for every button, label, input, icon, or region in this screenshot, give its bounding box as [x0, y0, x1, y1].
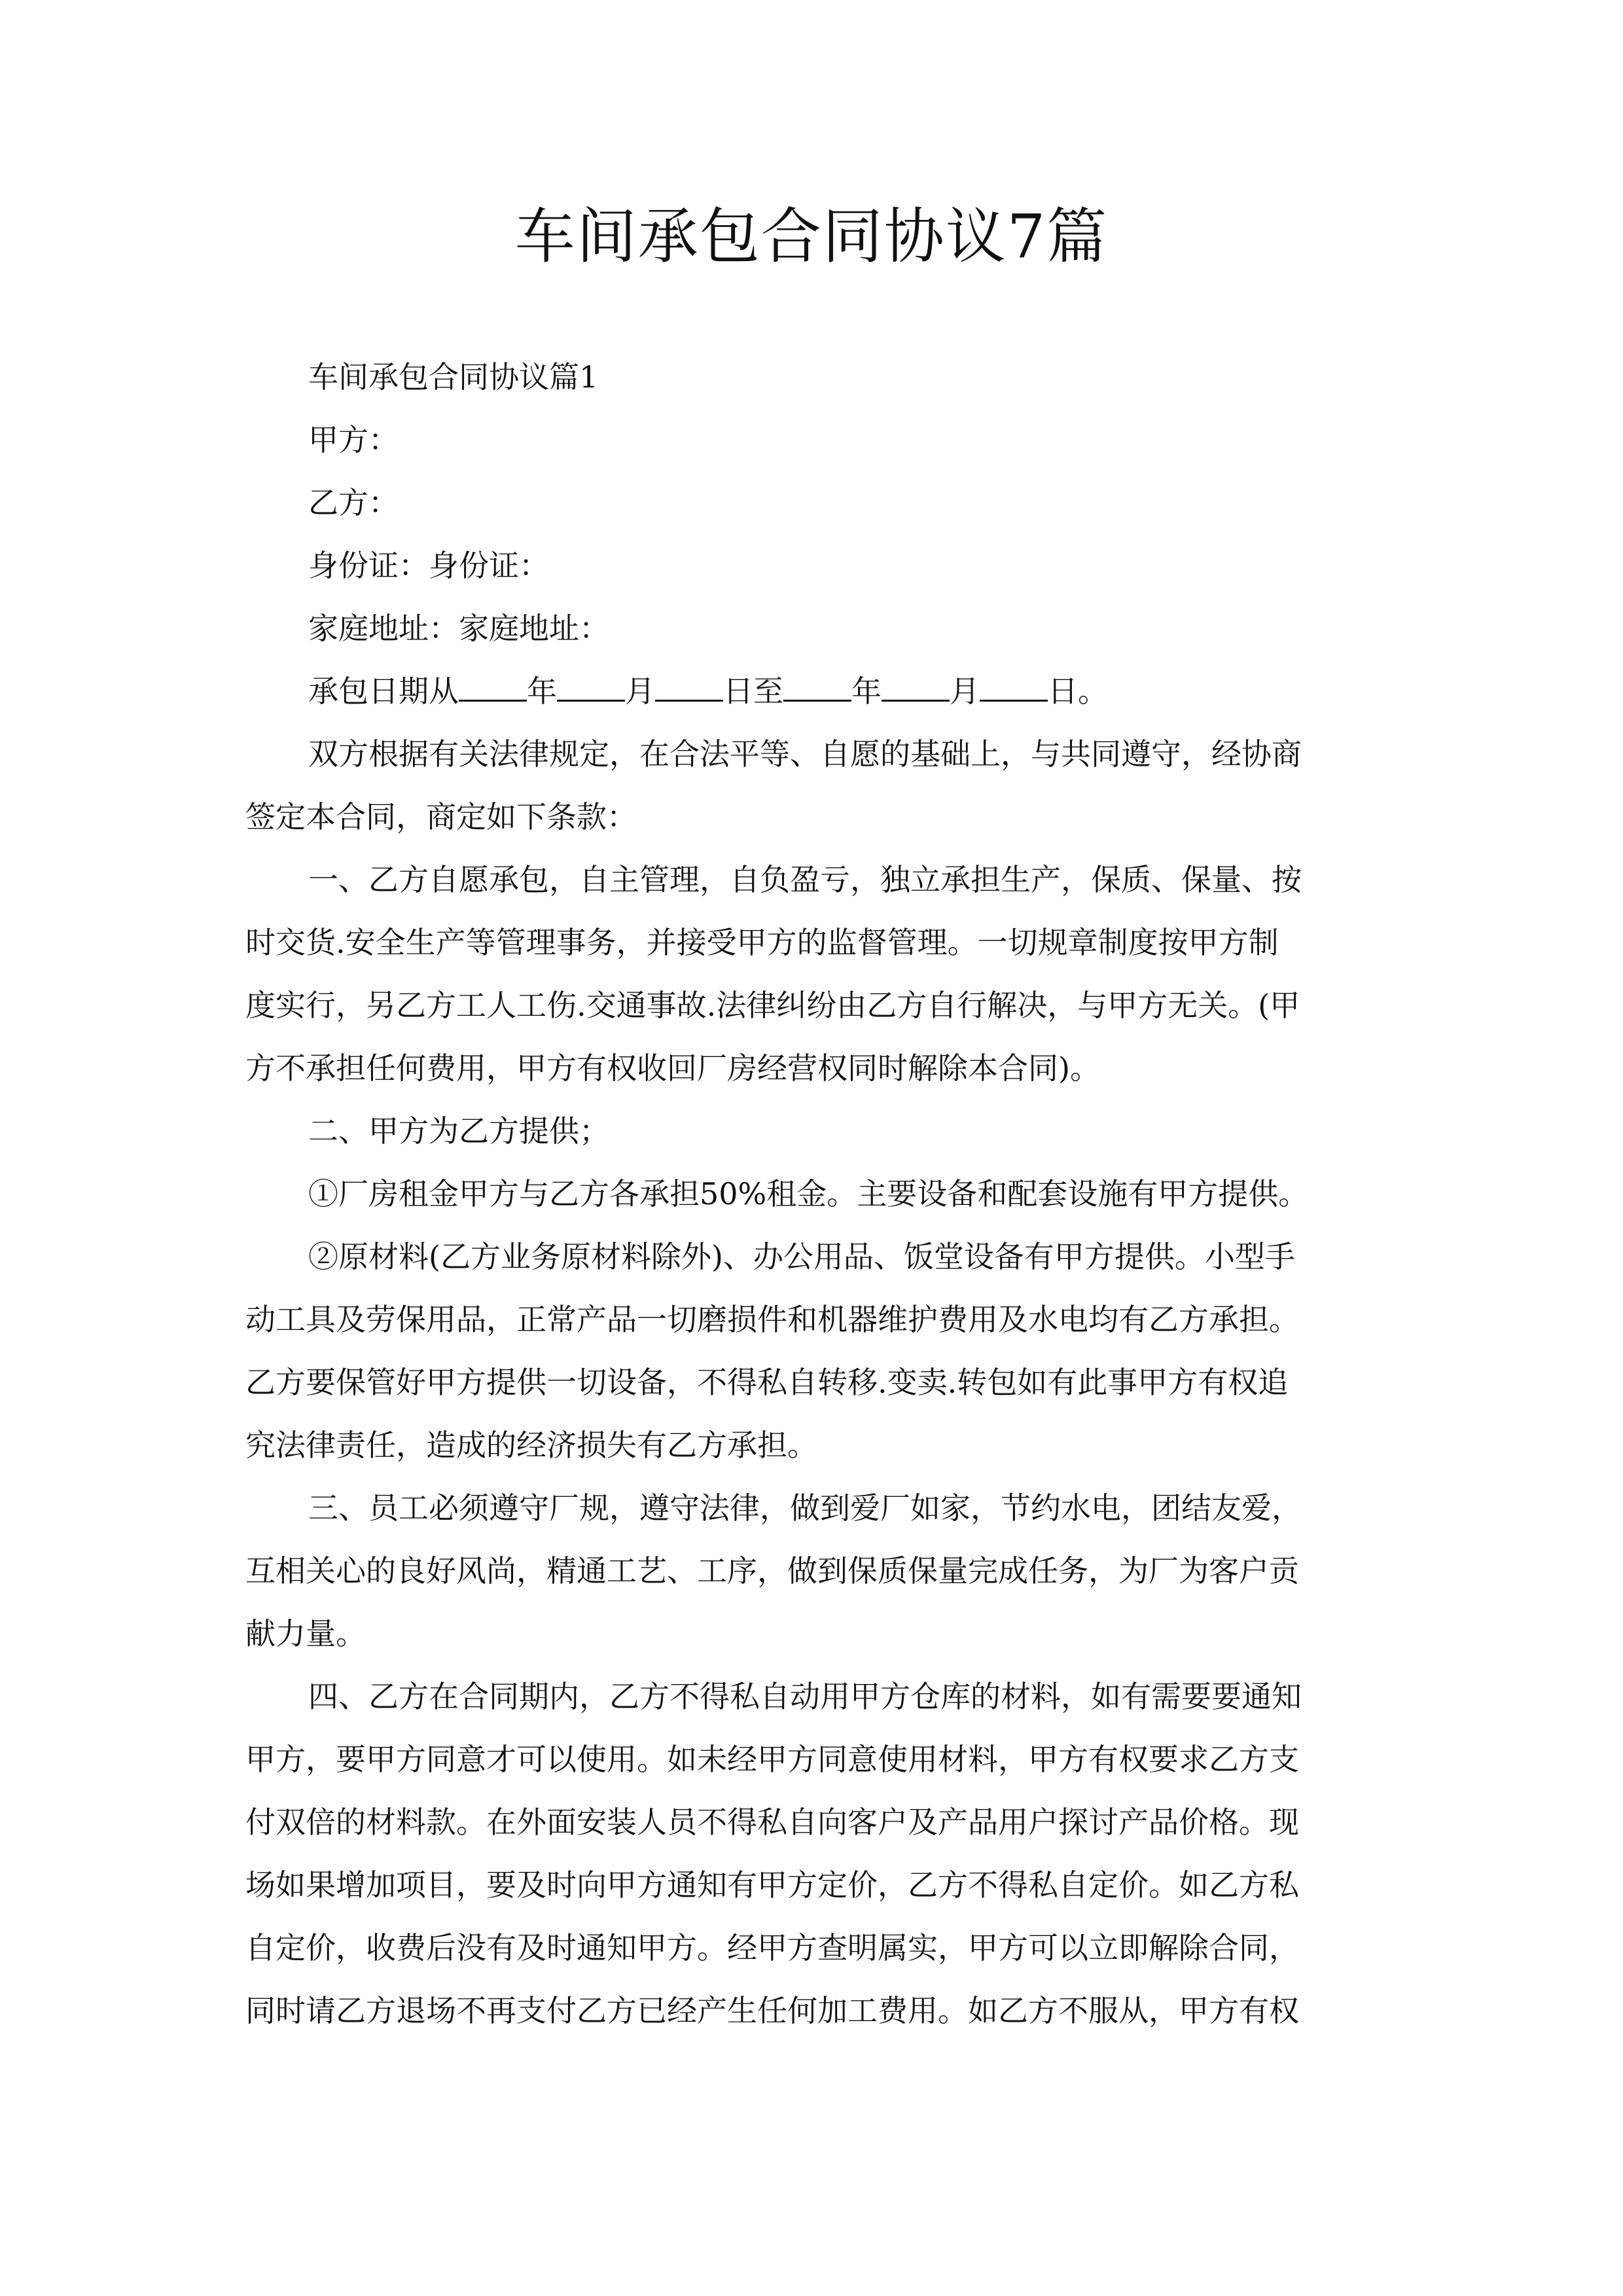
paragraph-line: 场如果增加项目，要及时向甲方通知有甲方定价，乙方不得私自定价。如乙方私 [245, 1867, 1299, 1903]
paragraph-line: 度实行，另乙方工人工伤.交通事故.法律纠纷由乙方自行解决，与甲方无关。(甲 [245, 988, 1300, 1023]
paragraph-line: ①厂房租金甲方与乙方各承担50%租金。主要设备和配套设施有甲方提供。 [308, 1176, 1309, 1211]
paragraph-line: 二、甲方为乙方提供； [308, 1113, 609, 1149]
paragraph-line: 四、乙方在合同期内，乙方不得私自动用甲方仓库的材料，如有需要要通知 [308, 1679, 1302, 1714]
paragraph-line: 互相关心的良好风尚，精通工艺、工序，做到保质保量完成任务，为厂为客户贡 [245, 1553, 1299, 1588]
document-body [245, 346, 1378, 2042]
date-blank [882, 675, 950, 702]
date-prefix: 承包日期从 [308, 673, 459, 709]
date-blank [655, 675, 723, 702]
paragraph-line: 献力量。 [245, 1616, 366, 1651]
paragraph-line: 时交货.安全生产等管理事务，并接受甲方的监督管理。一切规章制度按甲方制 [245, 925, 1279, 960]
section-heading: 车间承包合同协议篇1 [308, 359, 599, 395]
paragraph-line: 付双倍的材料款。在外面安装人员不得私自向客户及产品用户探讨产品价格。现 [245, 1804, 1299, 1840]
date-year-end: 年 [851, 673, 882, 709]
paragraph-line: 三、员工必须遵守厂规，遵守法律，做到爱厂如家，节约水电，团结友爱， [308, 1490, 1302, 1526]
paragraph-line: 甲方，要甲方同意才可以使用。如未经甲方同意使用材料，甲方有权要求乙方支 [245, 1742, 1299, 1777]
paragraph-line: 一、乙方自愿承包，自主管理，自负盈亏，独立承担生产，保质、保量、按 [308, 862, 1302, 897]
date-month-start: 月 [625, 673, 655, 709]
paragraph-line: 双方根据有关法律规定，在合法平等、自愿的基础上，与共同遵守，经协商 [308, 736, 1302, 772]
date-day-start: 日至 [723, 673, 783, 709]
id-card-line: 身份证：身份证： [308, 548, 549, 583]
paragraph-line: 自定价，收费后没有及时通知甲方。经甲方查明属实，甲方可以立即解除合同， [245, 1930, 1299, 1965]
date-blank [783, 675, 851, 702]
paragraph-line: 乙方要保管好甲方提供一切设备，不得私自转移.变卖.转包如有此事甲方有权追 [245, 1365, 1289, 1400]
party-b-line: 乙方： [308, 485, 399, 520]
document-title: 车间承包合同协议7篇 [514, 202, 1109, 272]
paragraph-line: 方不承担任何费用，甲方有权收回厂房经营权同时解除本合同)。 [245, 1050, 1100, 1086]
paragraph-line: 签定本合同，商定如下条款： [245, 799, 637, 834]
date-blank [459, 675, 527, 702]
date-blank [980, 675, 1048, 702]
home-address-line: 家庭地址：家庭地址： [308, 611, 609, 646]
paragraph-line: 究法律责任，造成的经济损失有乙方承担。 [245, 1427, 817, 1463]
date-blank [557, 675, 625, 702]
date-year-start: 年 [527, 673, 557, 709]
date-month-end: 月 [950, 673, 980, 709]
party-a-line: 甲方： [308, 422, 399, 457]
paragraph-line: ②原材料(乙方业务原材料除外)、办公用品、饭堂设备有甲方提供。小型手 [308, 1239, 1295, 1274]
paragraph-line: 同时请乙方退场不再支付乙方已经产生任何加工费用。如乙方不服从，甲方有权 [245, 1993, 1299, 2028]
date-day-end: 日。 [1048, 673, 1108, 709]
contract-date-line [245, 660, 1378, 723]
paragraph-line: 动工具及劳保用品，正常产品一切磨损件和机器维护费用及水电均有乙方承担。 [245, 1302, 1299, 1337]
